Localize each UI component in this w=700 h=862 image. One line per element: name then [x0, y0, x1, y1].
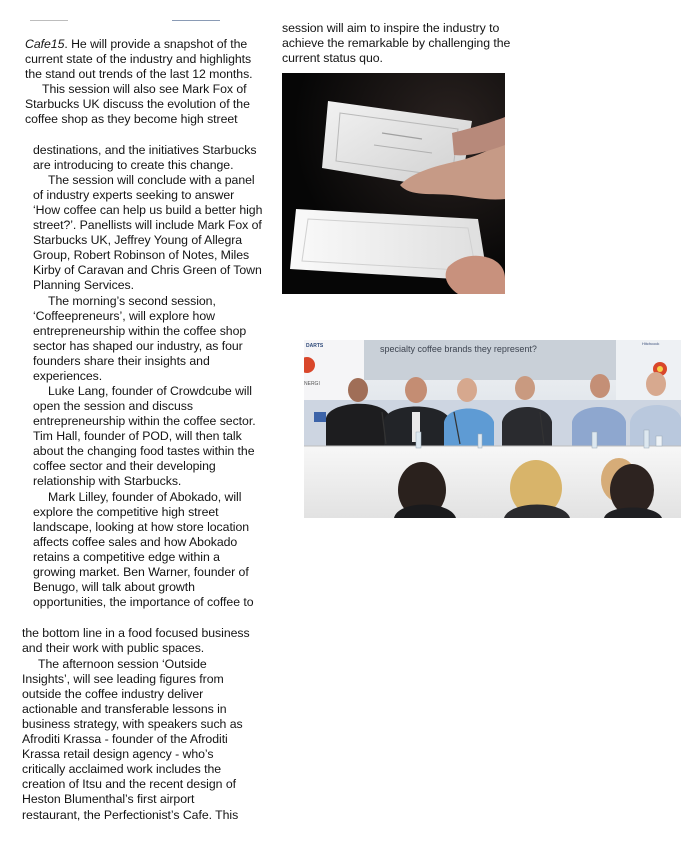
text-line: Planning Services. [33, 278, 134, 292]
text-line: current status quo. [282, 51, 383, 65]
text-line: opportunities, the importance of coffee to [33, 595, 254, 609]
certificate-photo [282, 73, 505, 294]
text-line: about the changing food tastes within the [33, 444, 255, 458]
text-line: founders share their insights and [33, 354, 210, 368]
header-rule-right [172, 20, 220, 21]
text-line: relationship with Starbucks. [33, 474, 182, 488]
certificate-photo-graphic [282, 73, 505, 294]
text-line: ‘Coffeepreneurs’, will explore how [33, 309, 215, 323]
text-line [25, 37, 247, 52]
text-line: current state of the industry and highlights [25, 52, 252, 66]
text-line: of industry experts seeking to answer [33, 188, 235, 202]
text-line: Tim Hall, founder of POD, will then talk [33, 429, 242, 443]
text-line: street?’. Panellists will include Mark Fox of [33, 218, 262, 232]
text-line: The afternoon session ‘Outside [38, 657, 207, 671]
text-line: coffee sector and their developing [33, 459, 216, 473]
text-line: destinations, and the initiatives Starbucks [33, 143, 257, 157]
text-line: Luke Lang, founder of Crowdcube will [48, 384, 252, 398]
panel-photo-graphic [304, 340, 681, 518]
text-line: sector has shaped our industry, as four [33, 339, 243, 353]
text-line: entrepreneurship within the coffee shop [33, 324, 247, 338]
text-line: growing market. Ben Warner, founder of [33, 565, 249, 579]
text-line: Starbucks UK, Jeffrey Young of Allegra [33, 233, 243, 247]
text-line: explore the competitive high street [33, 505, 219, 519]
text-line: entrepreneurship within the coffee sector. [33, 414, 256, 428]
text-line: creation of Itsu and the recent design of [22, 777, 236, 791]
text-line: outside the coffee industry deliver [22, 687, 204, 701]
text-line: business strategy, with speakers such as [22, 717, 243, 731]
text-line: Heston Blumenthal’s first airport [22, 792, 195, 806]
text-line: Kirby of Caravan and Chris Green of Town [33, 263, 262, 277]
text-line: the stand out trends of the last 12 months. [25, 67, 253, 81]
text-line: landscape, looking at how store location [33, 520, 250, 534]
text-line: Insights’, will see leading figures from [22, 672, 224, 686]
text-line: This session will also see Mark Fox of [42, 82, 247, 96]
text-line: open the session and discuss [33, 399, 193, 413]
text-line: and their work with public spaces. [22, 641, 205, 655]
text-line: The morning’s second session, [48, 294, 216, 308]
text-line: The session will conclude with a panel [48, 173, 255, 187]
text-line: Group, Robert Robinson of Notes, Miles [33, 248, 250, 262]
text-line: Starbucks UK discuss the evolution of the [25, 97, 250, 111]
text-line: Mark Lilley, founder of Abokado, will [48, 490, 242, 504]
text-line: session will aim to inspire the industry to [282, 21, 500, 35]
event-name-italic: Cafe15 [25, 37, 65, 51]
svg-text:Hitchcock: Hitchcock [642, 341, 660, 346]
audience-heads [394, 458, 662, 518]
text-line: Krassa retail design agency - who’s [22, 747, 214, 761]
text-line: achieve the remarkable by challenging the [282, 36, 511, 50]
text-line: Benugo, will talk about growth [33, 580, 195, 594]
header-rule-left [30, 20, 68, 21]
text-line: restaurant, the Perfectionist’s Cafe. This [22, 808, 239, 822]
text-line: experiences. [33, 369, 103, 383]
text-line: retains a competitive edge within a [33, 550, 220, 564]
svg-text:DARTS: DARTS [306, 343, 324, 349]
panel-photo [304, 340, 681, 518]
text-line: coffee shop as they become high street [25, 112, 238, 126]
text-line: affects coffee sales and how Abokado [33, 535, 238, 549]
svg-text:NERGI: NERGI [304, 381, 320, 387]
text-fragment: . He will provide a snapshot of the [64, 37, 248, 51]
text-line: Afroditi Krassa - founder of the Afroditi [22, 732, 228, 746]
panel-screen-question: specialty coffee brands they represent? [380, 344, 537, 354]
text-line: are introducing to create this change. [33, 158, 234, 172]
text-line: the bottom line in a food focused business [22, 626, 250, 640]
text-line: actionable and transferable lessons in [22, 702, 227, 716]
text-line: critically acclaimed work includes the [22, 762, 222, 776]
text-line: ‘How coffee can help us build a better high [33, 203, 263, 217]
